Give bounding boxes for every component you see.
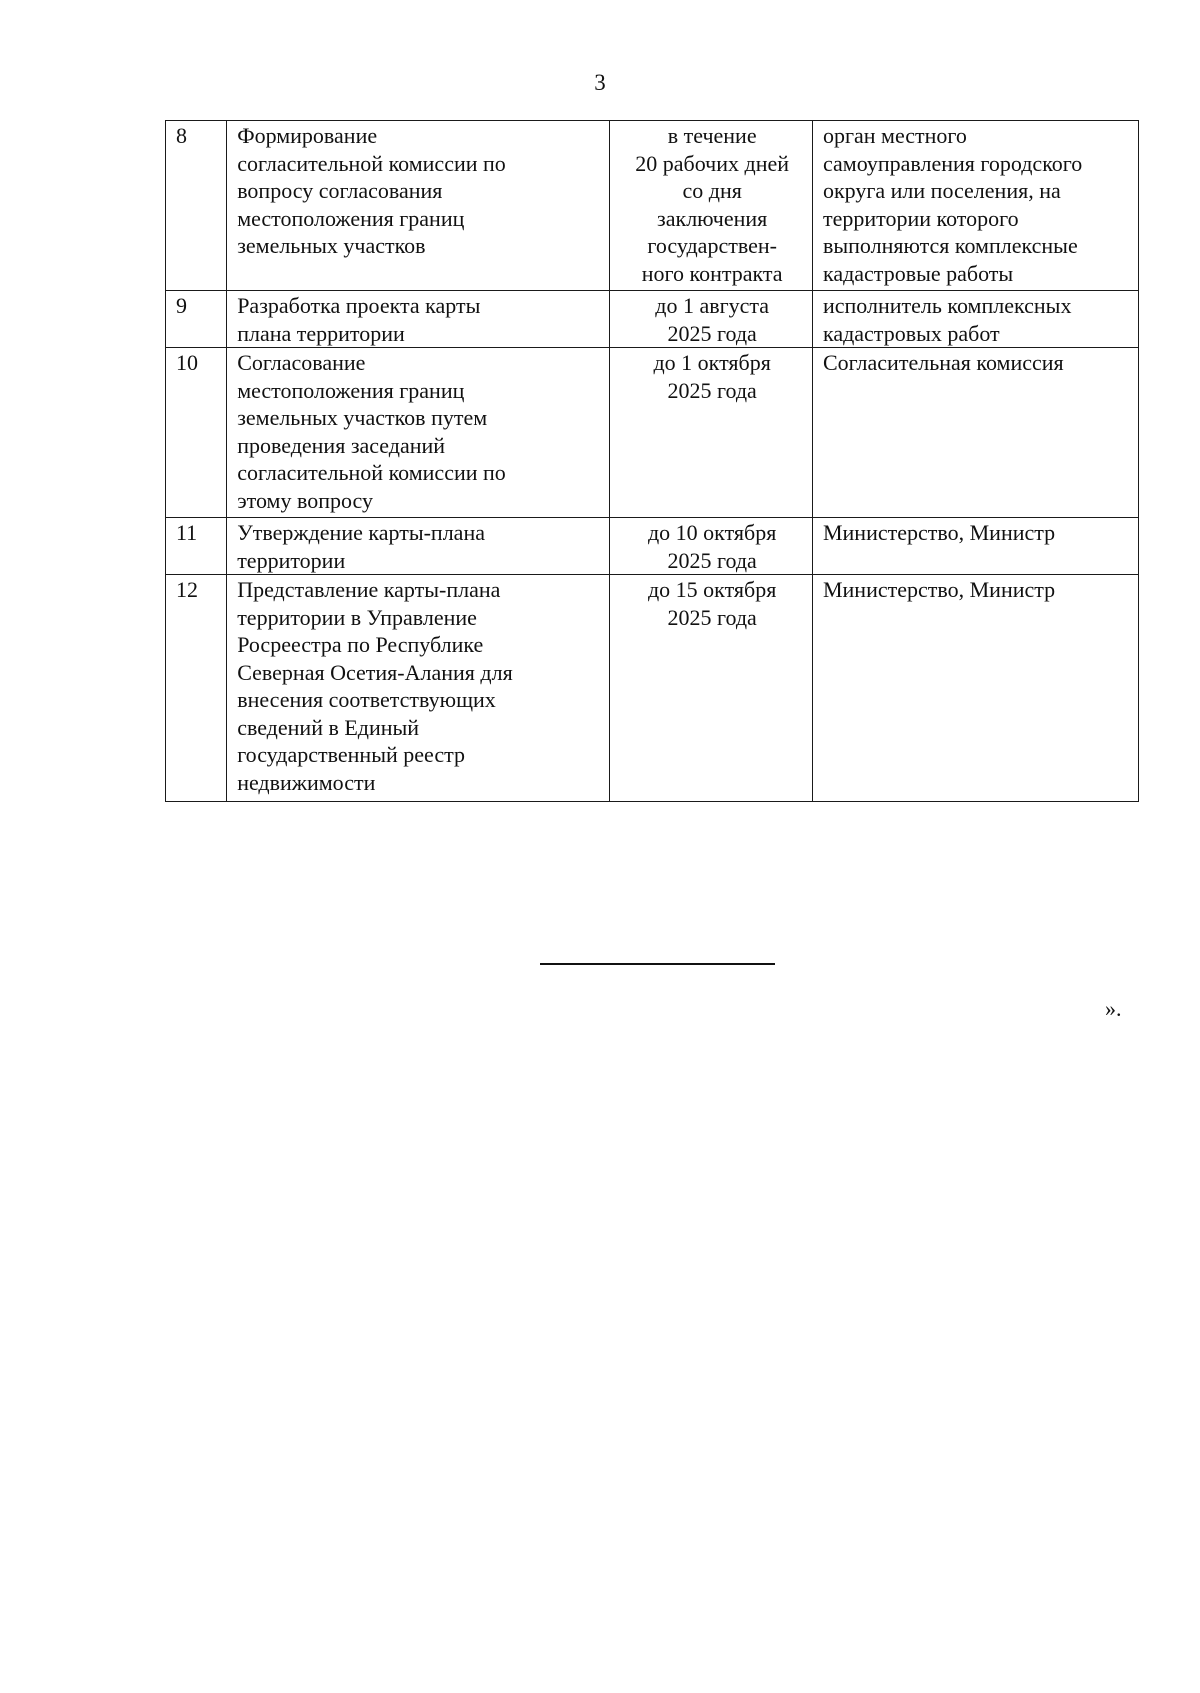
table-row: [166, 121, 1139, 291]
deadline-cell: до 10 октября 2025 года: [610, 518, 813, 575]
table-row: [166, 575, 1139, 802]
row-number: 11: [166, 518, 227, 575]
responsible-cell: Министерство, Министр: [812, 518, 1138, 575]
deadline-cell: до 15 октября 2025 года: [610, 575, 813, 802]
row-number: 8: [166, 121, 227, 291]
closing-quote: ».: [1105, 996, 1122, 1021]
responsible-cell: Согласительная комиссия: [812, 348, 1138, 518]
table-row: [166, 518, 1139, 575]
responsible-cell: орган местного самоуправления городского округа или поселения, на территории которого выполняются комплексные кадастровые работы: [812, 121, 1138, 291]
table-row: [166, 291, 1139, 348]
deadline-cell: до 1 октября 2025 года: [610, 348, 813, 518]
task-cell: Представление карты-плана территории в Управление Росреестра по Республике Северная Осетия-Алания для внесения соответствующих сведений в Единый государственный реестр недвижимости: [227, 575, 610, 802]
page-number: 3: [594, 70, 606, 95]
task-cell: Утверждение карты-плана территории: [227, 518, 610, 575]
separator-line: [540, 963, 775, 965]
row-number: 12: [166, 575, 227, 802]
responsible-cell: исполнитель комплексных кадастровых работ: [812, 291, 1138, 348]
task-cell: Разработка проекта карты плана территории: [227, 291, 610, 348]
task-cell: Согласование местоположения границ земельных участков путем проведения заседаний согласительной комиссии по этому вопросу: [227, 348, 610, 518]
task-cell: Формирование согласительной комиссии по вопросу согласования местоположения границ земельных участков: [227, 121, 610, 291]
deadline-cell: до 1 августа 2025 года: [610, 291, 813, 348]
responsible-cell: Министерство, Министр: [812, 575, 1138, 802]
row-number: 9: [166, 291, 227, 348]
schedule-table: [165, 120, 1139, 802]
deadline-cell: в течение 20 рабочих дней со дня заключения государствен- ного контракта: [610, 121, 813, 291]
row-number: 10: [166, 348, 227, 518]
table-row: [166, 348, 1139, 518]
